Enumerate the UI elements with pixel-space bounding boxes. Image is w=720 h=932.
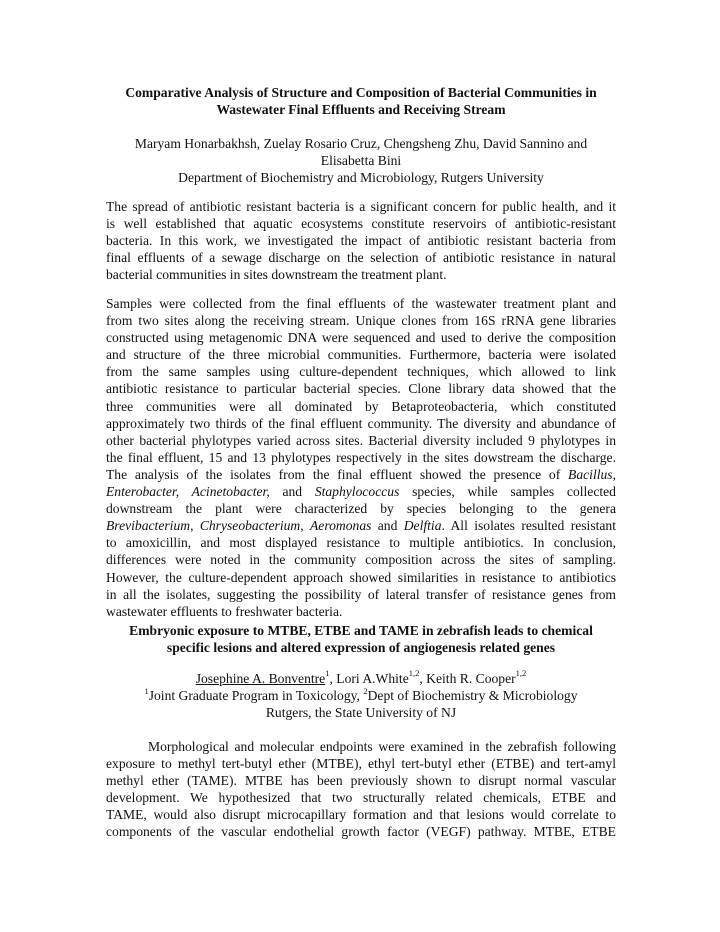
text-line: development. We hypothesized that two structurally related chemicals, ETBE and xyxy=(106,790,616,806)
paper1-affiliation: Department of Biochemistry and Microbiology, Rutgers University xyxy=(178,170,544,186)
affiliation-text: Joint Graduate Program in Toxicology, xyxy=(148,688,364,704)
text-line: to amoxicillin, and most displayed resistance to multiple antibiotics. In conclusion, xyxy=(106,535,616,551)
genus-name: Enterobacter, Acinetobacter, xyxy=(106,484,270,500)
genus-name: Chryseobacterium xyxy=(199,518,301,534)
paper1-author-line: Elisabetta Bini xyxy=(320,153,402,169)
superscript: 1 xyxy=(144,685,149,696)
superscript: 1,2 xyxy=(515,668,527,679)
text-line: the final effluent, 15 and 13 phylotypes respectively in the sites dowstream the discharge. xyxy=(106,449,616,465)
text-line: exposure to methyl tert-butyl ether (MTBE), ethyl tert-butyl ether (ETBE) and tert-amyl xyxy=(106,756,616,772)
text-line: other bacterial phylotypes varied across sites. Bacterial diversity included 9 phylotypes in xyxy=(106,432,616,448)
author-name: , Lori A.White xyxy=(329,671,409,686)
superscript: 2 xyxy=(363,685,368,696)
genus-name: Delftia xyxy=(403,518,442,534)
text-line: from the same samples using culture-dependent techniques, which allowed to link xyxy=(106,364,616,380)
paper2-paragraph-1 xyxy=(106,738,616,841)
genus-name: Bacillus, xyxy=(568,466,616,482)
text-run: species, while samples collected xyxy=(399,484,616,500)
text-line xyxy=(106,483,616,500)
genus-name: Staphylococcus xyxy=(314,484,400,500)
paper2-authors xyxy=(106,670,616,721)
text-line: components of the vascular endothelial growth factor (VEGF) pathway. MTBE, ETBE xyxy=(106,824,616,840)
paper2-affiliation: Rutgers, the State University of NJ xyxy=(265,705,457,721)
paper2-author-line xyxy=(106,670,616,687)
paper2-title xyxy=(106,622,616,656)
text-line: differences were noted in the community composition across the sites of sampling. xyxy=(106,552,616,568)
paper1-authors xyxy=(106,135,616,186)
superscript: 1,2 xyxy=(408,668,420,679)
text-line: TAME, would also disrupt microcapillary formation and that lesions would correlate to xyxy=(106,807,616,823)
text-run: . All isolates resulted resistant xyxy=(441,518,616,534)
paper1-title-line: Wastewater Final Effluents and Receiving Stream xyxy=(216,102,506,118)
text-run: and xyxy=(371,518,404,534)
text-line: approximately two thirds of the final effluent community. The diversity and abundance of xyxy=(106,415,616,431)
text-line: bacterial communities in sites downstream the treatment plant. xyxy=(106,267,447,283)
text-line: downstream the plant were characterized by species belonging to the genera xyxy=(106,501,616,517)
text-line: methyl ether (TAME). MTBE has been previously shown to disrupt normal vascular xyxy=(106,773,616,789)
text-line: constructed using metagenomic DNA were sequenced and used to derive the composition xyxy=(106,330,616,346)
text-line: and structure of the three microbial communities. Furthermore, bacteria were isolated xyxy=(106,347,616,363)
paper2-title-line: Embryonic exposure to MTBE, ETBE and TAME in zebrafish leads to chemical xyxy=(129,623,593,638)
text-run: and xyxy=(269,484,315,500)
paper2-title-line: specific lesions and altered expression of angiogenesis related genes xyxy=(166,640,556,656)
text-line: However, the culture-dependent approach showed similarities in resistance to antibiotics xyxy=(106,569,616,585)
text-run: , xyxy=(300,518,310,534)
text-run: , xyxy=(190,518,200,534)
affiliation-text: Dept of Biochemistry & Microbiology xyxy=(367,688,578,704)
paper1-title-line: Comparative Analysis of Structure and Composition of Bacterial Communities in xyxy=(125,85,597,100)
text-line: antibiotic resistance to particular bacterial species. Clone library data showed that the xyxy=(106,381,616,397)
paper1-paragraph-1 xyxy=(106,198,616,283)
text-line: Morphological and molecular endpoints were examined in the zebrafish following xyxy=(148,739,616,754)
text-line xyxy=(106,517,616,534)
text-run: The analysis of the isolates from the final effluent showed the presence of xyxy=(106,466,569,482)
text-line: wastewater effluents to freshwater bacteria. xyxy=(106,603,343,619)
text-line: bacteria. In this work, we investigated the impact of antibiotic resistant bacteria from xyxy=(106,233,616,249)
text-line: in all the isolates, suggesting the possibility of lateral transfer of resistance genes from xyxy=(106,586,616,602)
genus-name: Aeromonas xyxy=(310,518,372,534)
text-line: final effluents of a sewage discharge on the selection of antibiotic resistance in natural xyxy=(106,250,616,266)
text-line xyxy=(106,466,616,483)
paper1-author-line: Maryam Honarbakhsh, Zuelay Rosario Cruz, Chengsheng Zhu, David Sannino and xyxy=(134,136,588,151)
superscript: 1 xyxy=(325,668,330,679)
author-name: , Keith R. Cooper xyxy=(419,671,516,686)
author-name: Josephine A. Bonventre xyxy=(195,671,326,686)
text-line: The spread of antibiotic resistant bacteria is a significant concern for public health, and it xyxy=(106,199,616,214)
paper2-affiliation xyxy=(106,687,616,704)
text-line: Samples were collected from the final effluents of the wastewater treatment plant and xyxy=(106,296,616,311)
paper1-title xyxy=(106,84,616,118)
genus-name: Brevibacterium xyxy=(106,518,191,534)
paper1-paragraph-2 xyxy=(106,295,616,620)
text-line: from two sites along the receiving stream. Unique clones from 16S rRNA gene libraries xyxy=(106,313,616,329)
text-line: is well established that aquatic ecosystems constitute reservoirs of antibiotic-resistant xyxy=(106,216,616,232)
text-line: three communities were all dominated by Betaproteobacteria, which constituted xyxy=(106,398,616,414)
